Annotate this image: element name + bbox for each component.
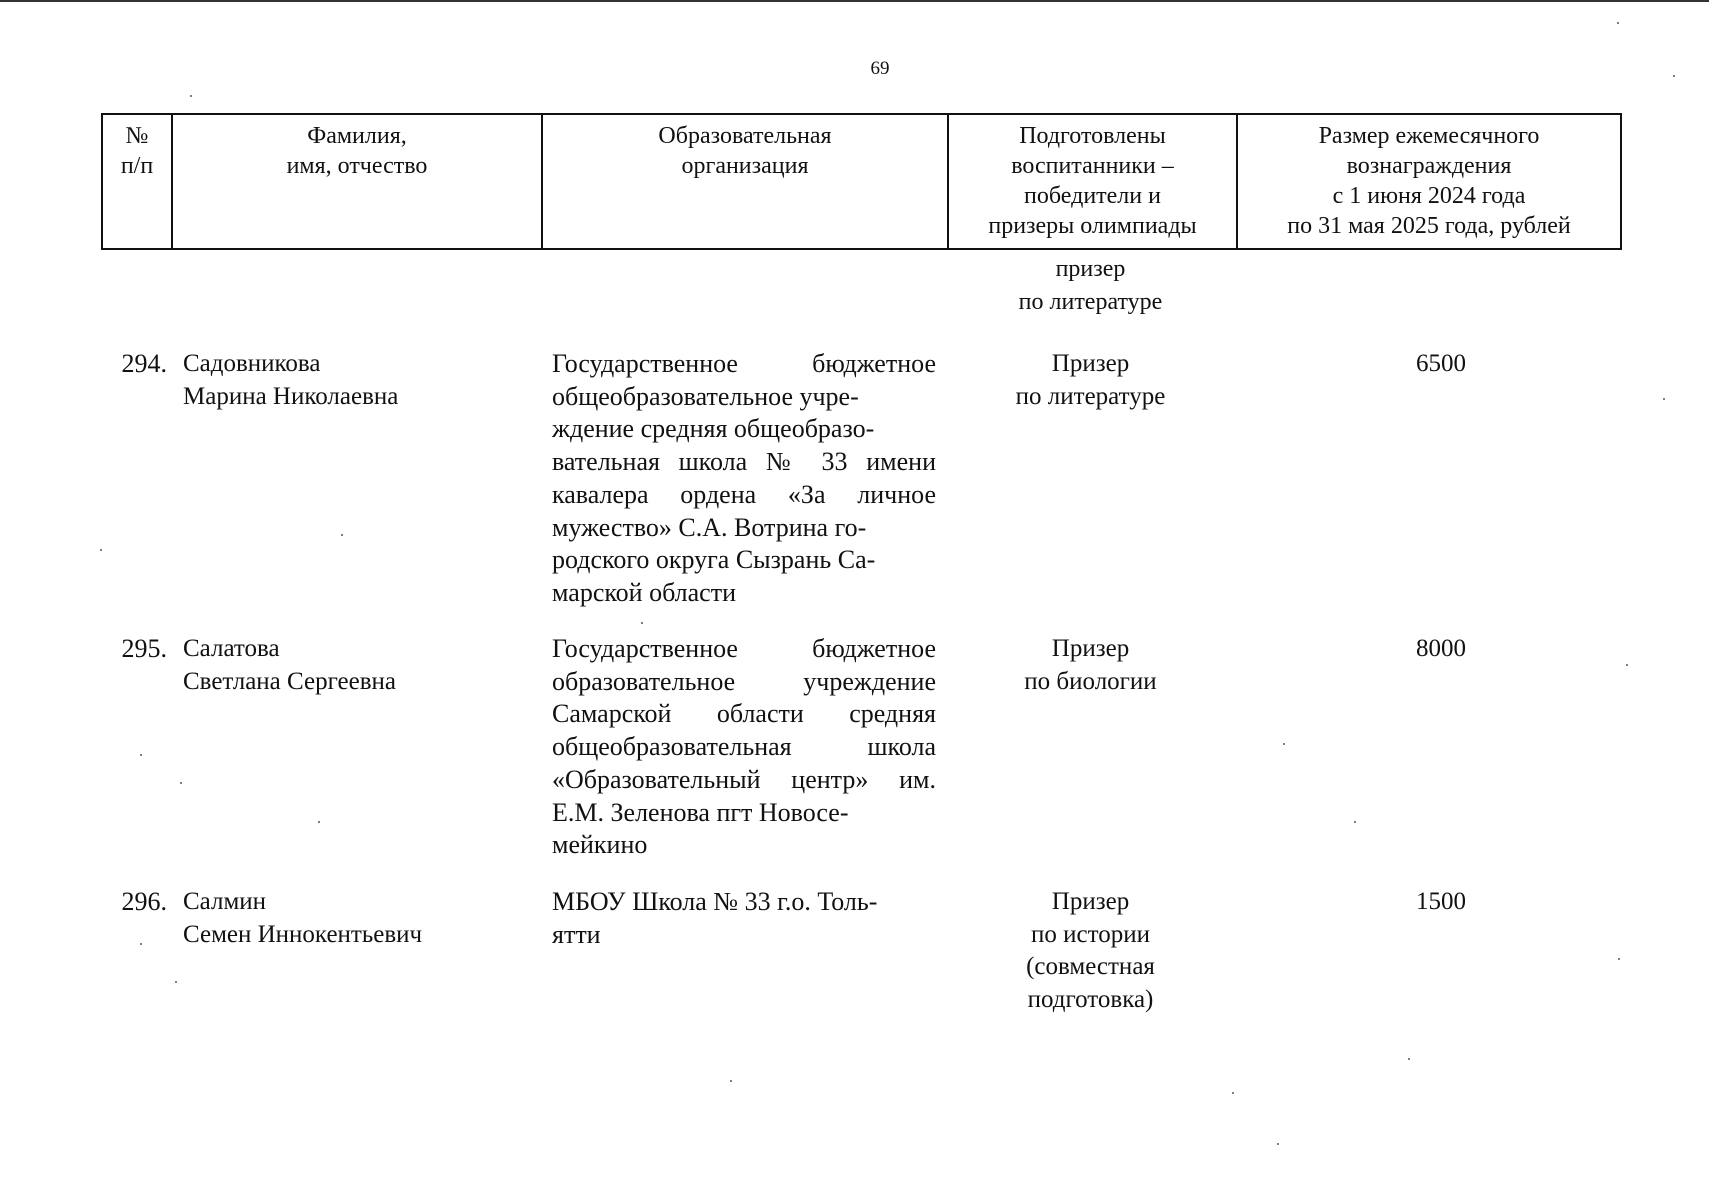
row-number: 295.	[121, 634, 167, 663]
scan-speck	[140, 943, 142, 945]
scan-speck	[1283, 743, 1285, 745]
scan-speck	[318, 821, 320, 823]
given-names: Марина Николаевна	[183, 382, 399, 410]
row-number: 296.	[121, 887, 167, 916]
scan-speck	[1663, 398, 1665, 400]
header-text: имя, отчество	[286, 153, 428, 179]
scan-speck	[100, 549, 102, 551]
scan-speck	[1408, 1058, 1410, 1060]
header-text: победители и	[1024, 183, 1161, 209]
continuation-cell	[946, 253, 1235, 319]
role-line: по биологии	[1024, 667, 1157, 695]
scan-speck	[175, 981, 177, 983]
role-line: Призер	[1051, 635, 1130, 662]
organization: Государственное бюджетное общеобразовательное учре- ждение средняя общеобразо- вательная школа № 33 имени кавалера ордена «За личное мужество» С.А. Вотрина го- родского округа Сызрань Са- марской области	[552, 349, 936, 607]
scan-speck	[1618, 958, 1620, 960]
organization: Государственное бюджетное образовательное учреждение Самарской области средняя общеобразовательная школа «Образовательный центр» им. Е.М. Зеленова пгт Новосе- мейкино	[552, 634, 936, 860]
person-name	[183, 886, 543, 951]
header-text: призеры олимпиады	[988, 213, 1197, 239]
header-text: вознаграждения	[1346, 153, 1512, 179]
page-number: 69	[870, 58, 890, 79]
header-text: организация	[681, 153, 809, 179]
header-cell-number	[103, 115, 173, 248]
role-line: по истории	[1031, 920, 1150, 948]
surname: Салмин	[183, 888, 267, 915]
given-names: Семен Иннокентьевич	[183, 920, 423, 948]
scan-speck	[190, 95, 192, 97]
scan-speck	[140, 754, 142, 756]
header-cell-organization	[543, 115, 949, 248]
surname: Садовникова	[183, 350, 321, 377]
organization: МБОУ Школа № 33 г.о. Толь- ятти	[552, 887, 878, 949]
row-number: 294.	[121, 349, 167, 378]
header-text: п/п	[120, 153, 154, 179]
header-text: №	[125, 123, 149, 149]
scan-speck	[1673, 75, 1675, 77]
header-text: с 1 июня 2024 года	[1332, 183, 1526, 209]
award-role	[946, 886, 1235, 1017]
header-text: Фамилия,	[307, 123, 407, 149]
continuation-text: призер	[1055, 256, 1126, 282]
role-line: подготовка)	[1027, 986, 1154, 1014]
scan-speck	[1232, 1092, 1234, 1094]
given-names: Светлана Сергеевна	[183, 667, 397, 695]
header-text: Подготовлены	[1019, 123, 1166, 149]
scan-speck	[1277, 1143, 1279, 1145]
scan-speck	[1354, 821, 1356, 823]
award-role	[946, 633, 1235, 698]
scan-speck	[641, 622, 643, 624]
header-text: Образовательная	[658, 123, 832, 149]
continuation-text: по литературе	[1018, 289, 1163, 315]
scan-speck	[1626, 664, 1628, 666]
role-line: Призер	[1051, 350, 1130, 377]
award-role	[946, 348, 1235, 413]
header-cell-prepared	[949, 115, 1238, 248]
header-text: воспитанники –	[1011, 153, 1174, 179]
role-line: по литературе	[1015, 382, 1166, 410]
scan-speck	[1617, 22, 1619, 24]
reward-amount: 6500	[1416, 350, 1466, 377]
surname: Салатова	[183, 635, 280, 662]
reward-amount: 1500	[1416, 888, 1466, 915]
role-line: Призер	[1051, 888, 1130, 915]
table-header	[101, 113, 1622, 250]
reward-amount: 8000	[1416, 635, 1466, 662]
scan-speck	[180, 782, 182, 784]
role-line: (совместная	[1026, 953, 1155, 981]
person-name	[183, 348, 543, 413]
header-cell-name	[173, 115, 543, 248]
top-edge-rule	[0, 0, 1709, 2]
scan-speck	[730, 1080, 732, 1082]
scan-speck	[341, 534, 343, 536]
header-text: Размер ежемесячного	[1318, 123, 1540, 149]
person-name	[183, 633, 543, 698]
header-cell-amount	[1238, 115, 1620, 248]
header-text: по 31 мая 2025 года, рублей	[1287, 213, 1571, 239]
